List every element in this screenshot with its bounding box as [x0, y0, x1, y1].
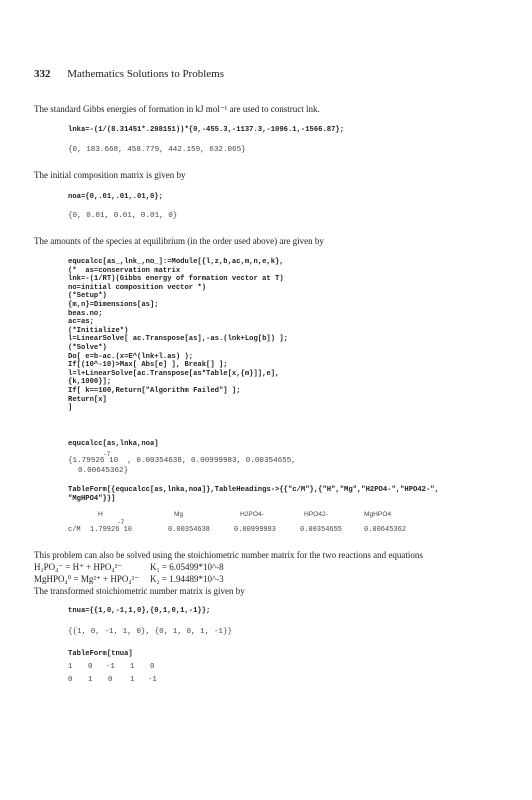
- output-call-line1: {1.79926 10 , 0.00354638, 0.00999983, 0.00354655,: [68, 457, 296, 465]
- matrix-cell: 1: [130, 676, 135, 684]
- matrix-cell: 0: [108, 676, 113, 684]
- code-tableform: TableForm[{equcalcc[as,lnka,noa]},TableHeadings->{{"c/M"},{"H","Mg","H2PO4-","HPO42-", "MgHPO4"}}]: [68, 486, 439, 503]
- output-tnua: {{1, 0, -1, 1, 0}, {0, 1, 0, 1, -1}}: [68, 628, 233, 636]
- table-header-mg: Mg: [174, 511, 184, 518]
- code-tnua: tnua={{1,0,-1,1,0},{0,1,0,1,-1}};: [68, 607, 211, 615]
- output-call-exponent: -7: [103, 451, 111, 458]
- table-cell: 0.00645362: [364, 526, 407, 534]
- page-number: 332: [34, 68, 51, 80]
- table-cell: 1.79926 10: [90, 526, 133, 534]
- output-noa: {0, 0.01, 0.01, 0.01, 0}: [68, 212, 178, 220]
- table-cell: 0.00999983: [234, 526, 277, 534]
- code-lnka: lnka=-(1/(8.31451*.298151))*{0,-455.3,-1137.3,-1096.1,-1566.87};: [68, 126, 345, 134]
- paragraph-stoichiometric: This problem can also be solved using the stoichiometric number matrix for the two reactions and equations: [34, 550, 423, 560]
- matrix-cell: 1: [130, 663, 135, 671]
- table-header-h: H: [98, 511, 103, 518]
- code-tableform-tnua: TableForm[tnua]: [68, 650, 133, 658]
- table-exponent: -7: [117, 519, 125, 526]
- output-call-line2: 0.00645362}: [78, 467, 129, 475]
- matrix-cell: 0: [150, 663, 155, 671]
- paragraph-amounts: The amounts of the species at equilibrium (in the order used above) are given by: [34, 236, 324, 246]
- page-header: [34, 68, 224, 80]
- matrix-cell: 0: [68, 676, 73, 684]
- table-header-h2po4: H2PO4-: [240, 511, 264, 518]
- matrix-cell: 1: [88, 676, 93, 684]
- table-cell: 0.00354638: [168, 526, 211, 534]
- equation-1-reaction: H₂PO₄⁻ = H⁺ + HPO₄²⁻: [34, 562, 123, 572]
- paragraph-gibbs: The standard Gibbs energies of formation in kJ mol⁻¹ are used to construct lnk.: [34, 104, 320, 114]
- matrix-cell: 0: [88, 663, 93, 671]
- running-title: Mathematics Solutions to Problems: [67, 68, 224, 80]
- matrix-cell: -1: [148, 676, 157, 684]
- table-row-label: c/M: [68, 526, 81, 534]
- output-lnka: {0, 183.668, 458.779, 442.159, 632.065}: [68, 146, 246, 154]
- table-header-mghpo4: MgHPO4: [364, 511, 392, 518]
- table-header-hpo42: HPO42-: [304, 511, 328, 518]
- table-cell: 0.00354655: [300, 526, 343, 534]
- code-equcalcc-module: equcalcc[as_,lnk_,no_]:=Module[{l,z,b,ac,m,n,e,k}, (* as=conservation matrix lnk=-(1/RT)(Gibbs energy of formation vector at T) no=initial composition vector *) (*Setup*) {m,n}=Dimensions[as]; beas.no; ac=as; (*Initialize*) l=LinearSolve[ ac.Transpose[as],-as.(lnk+Log[b]) ]; (*Solve*) Do[ e=b-ac.(x=E^(lnk+l.as) ); If[(10^-10)>Max[ Abs[e] ], Break[] ]; l=l+LinearSolve[ac.Transpose[as*Table[x,{m}]],e], {k,1000}]; If[ k==100,Return["Algorithm Failed"] ]; Return[x] ]: [68, 258, 288, 413]
- code-noa: noa={0,.01,.01,.01,0};: [68, 193, 163, 201]
- equation-1-k: K₁ = 6.05499*10^-8: [150, 562, 224, 572]
- paragraph-initial-composition: The initial composition matrix is given by: [34, 170, 186, 180]
- code-equcalcc-call: equcalcc[as,lnka,noa]: [68, 440, 159, 448]
- equation-2-k: K₂ = 1.94489*10^-3: [150, 574, 224, 584]
- equation-2-reaction: MgHPO₄⁰ = Mg²⁺ + HPO₄²⁻: [34, 574, 139, 584]
- paragraph-transformed: The transformed stoichiometric number matrix is given by: [34, 586, 245, 596]
- matrix-cell: -1: [106, 663, 115, 671]
- matrix-cell: 1: [68, 663, 73, 671]
